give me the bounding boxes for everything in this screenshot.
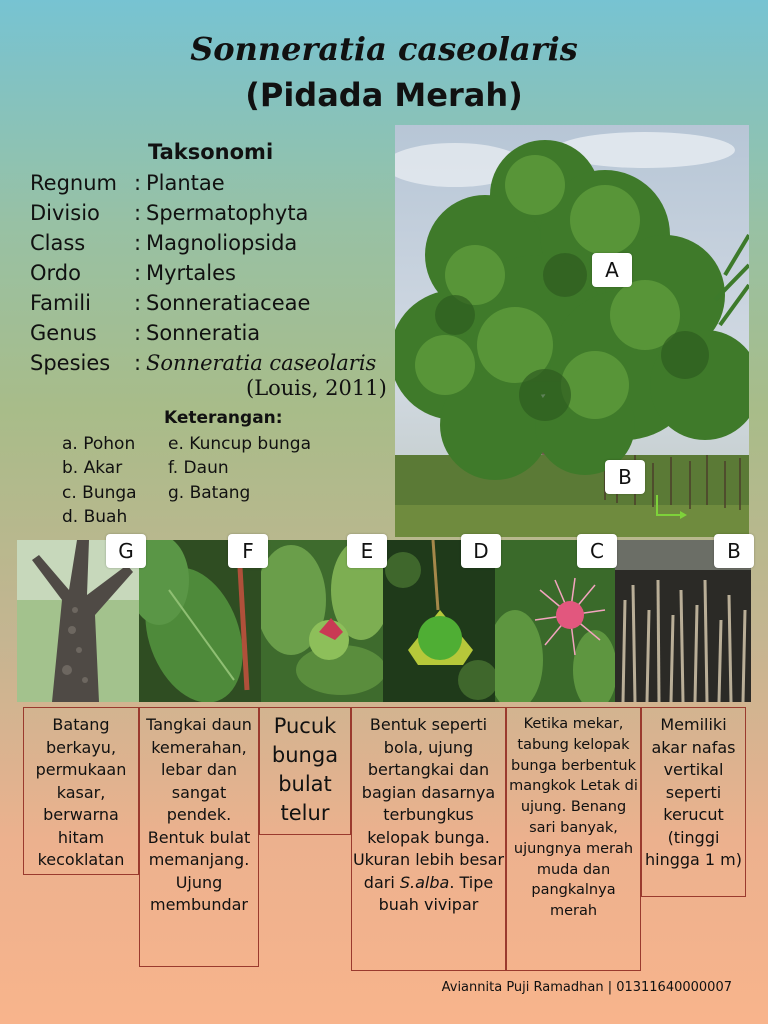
taxonomy-row-divisio: Divisio : Spermatophyta xyxy=(30,201,309,225)
taxonomy-key: Divisio xyxy=(30,201,100,225)
taxonomy-key: Spesies xyxy=(30,351,111,375)
taxonomy-value: Sonneratia xyxy=(146,321,261,345)
description-buah-text-end: . Tipe buah vivipar xyxy=(378,872,494,914)
taxonomy-heading: Taksonomi xyxy=(148,140,274,164)
taxonomy-row-famili: Famili : Sonneratiaceae xyxy=(30,291,311,315)
description-akar: Memiliki akar nafas vertikal seperti kerucut (tinggi hingga 1 m) xyxy=(641,707,746,897)
legend-item: b. Akar xyxy=(62,458,123,478)
legend-heading: Keterangan: xyxy=(164,408,283,428)
strip-label-g: G xyxy=(106,534,146,568)
legend-item: f. Daun xyxy=(168,458,229,478)
legend-item: a. Pohon xyxy=(62,434,136,454)
taxonomy-row-spesies: Spesies : Sonneratia caseolaris xyxy=(30,351,377,375)
legend-item: g. Batang xyxy=(168,483,251,503)
photo-label-b: B xyxy=(605,460,645,494)
taxonomy-key: Class xyxy=(30,231,86,255)
page-title: Sonneratia caseolaris xyxy=(190,30,578,68)
description-daun: Tangkai daun kemerahan, lebar dan sangat pendek. Bentuk bulat memanjang. Ujung membundar xyxy=(139,707,259,967)
taxonomy-value: Spermatophyta xyxy=(146,201,309,225)
description-buah xyxy=(351,707,506,971)
description-batang: Batang berkayu, permukaan kasar, berwarna hitam kecoklatan xyxy=(23,707,139,875)
taxonomy-row-genus: Genus : Sonneratia xyxy=(30,321,261,345)
taxonomy-row-class: Class : Magnoliopsida xyxy=(30,231,298,255)
legend-item: c. Bunga xyxy=(62,483,137,503)
taxonomy-value: Sonneratia caseolaris xyxy=(146,351,377,375)
legend-item: d. Buah xyxy=(62,507,128,527)
taxonomy-key: Genus xyxy=(30,321,97,345)
taxonomy-citation: (Louis, 2011) xyxy=(246,376,387,400)
photo-label-a: A xyxy=(592,253,632,287)
taxonomy-value: Sonneratiaceae xyxy=(146,291,311,315)
taxonomy-value: Myrtales xyxy=(146,261,236,285)
strip-label-b: B xyxy=(714,534,754,568)
taxonomy-value: Plantae xyxy=(146,171,225,195)
description-buah-species: S.alba xyxy=(399,872,450,892)
taxonomy-row-regnum: Regnum : Plantae xyxy=(30,171,225,195)
description-bunga: Ketika mekar, tabung kelopak bunga berbentuk mangkok Letak di ujung. Benang sari banyak, ujungnya merah muda dan pangkalnya merah xyxy=(506,707,641,971)
taxonomy-key: Famili xyxy=(30,291,91,315)
strip-label-f: F xyxy=(228,534,268,568)
taxonomy-key: Regnum xyxy=(30,171,117,195)
tree-photo xyxy=(395,125,749,537)
page-subtitle: (Pidada Merah) xyxy=(245,76,523,114)
legend-item: e. Kuncup bunga xyxy=(168,434,311,454)
description-kuncup: Pucuk bunga bulat telur xyxy=(259,707,351,835)
footer-credit: Aviannita Puji Ramadhan | 01311640000007 xyxy=(441,980,732,995)
strip-label-e: E xyxy=(347,534,387,568)
tree-illustration xyxy=(395,125,749,537)
taxonomy-value: Magnoliopsida xyxy=(146,231,298,255)
taxonomy-row-ordo: Ordo : Myrtales xyxy=(30,261,236,285)
description-buah-text: Bentuk seperti bola, ujung bertangkai dan bagian dasarnya terbungkus kelopak bunga. Ukuran lebih besar dari xyxy=(352,715,505,892)
taxonomy-key: Ordo xyxy=(30,261,81,285)
strip-label-d: D xyxy=(461,534,501,568)
strip-label-c: C xyxy=(577,534,617,568)
